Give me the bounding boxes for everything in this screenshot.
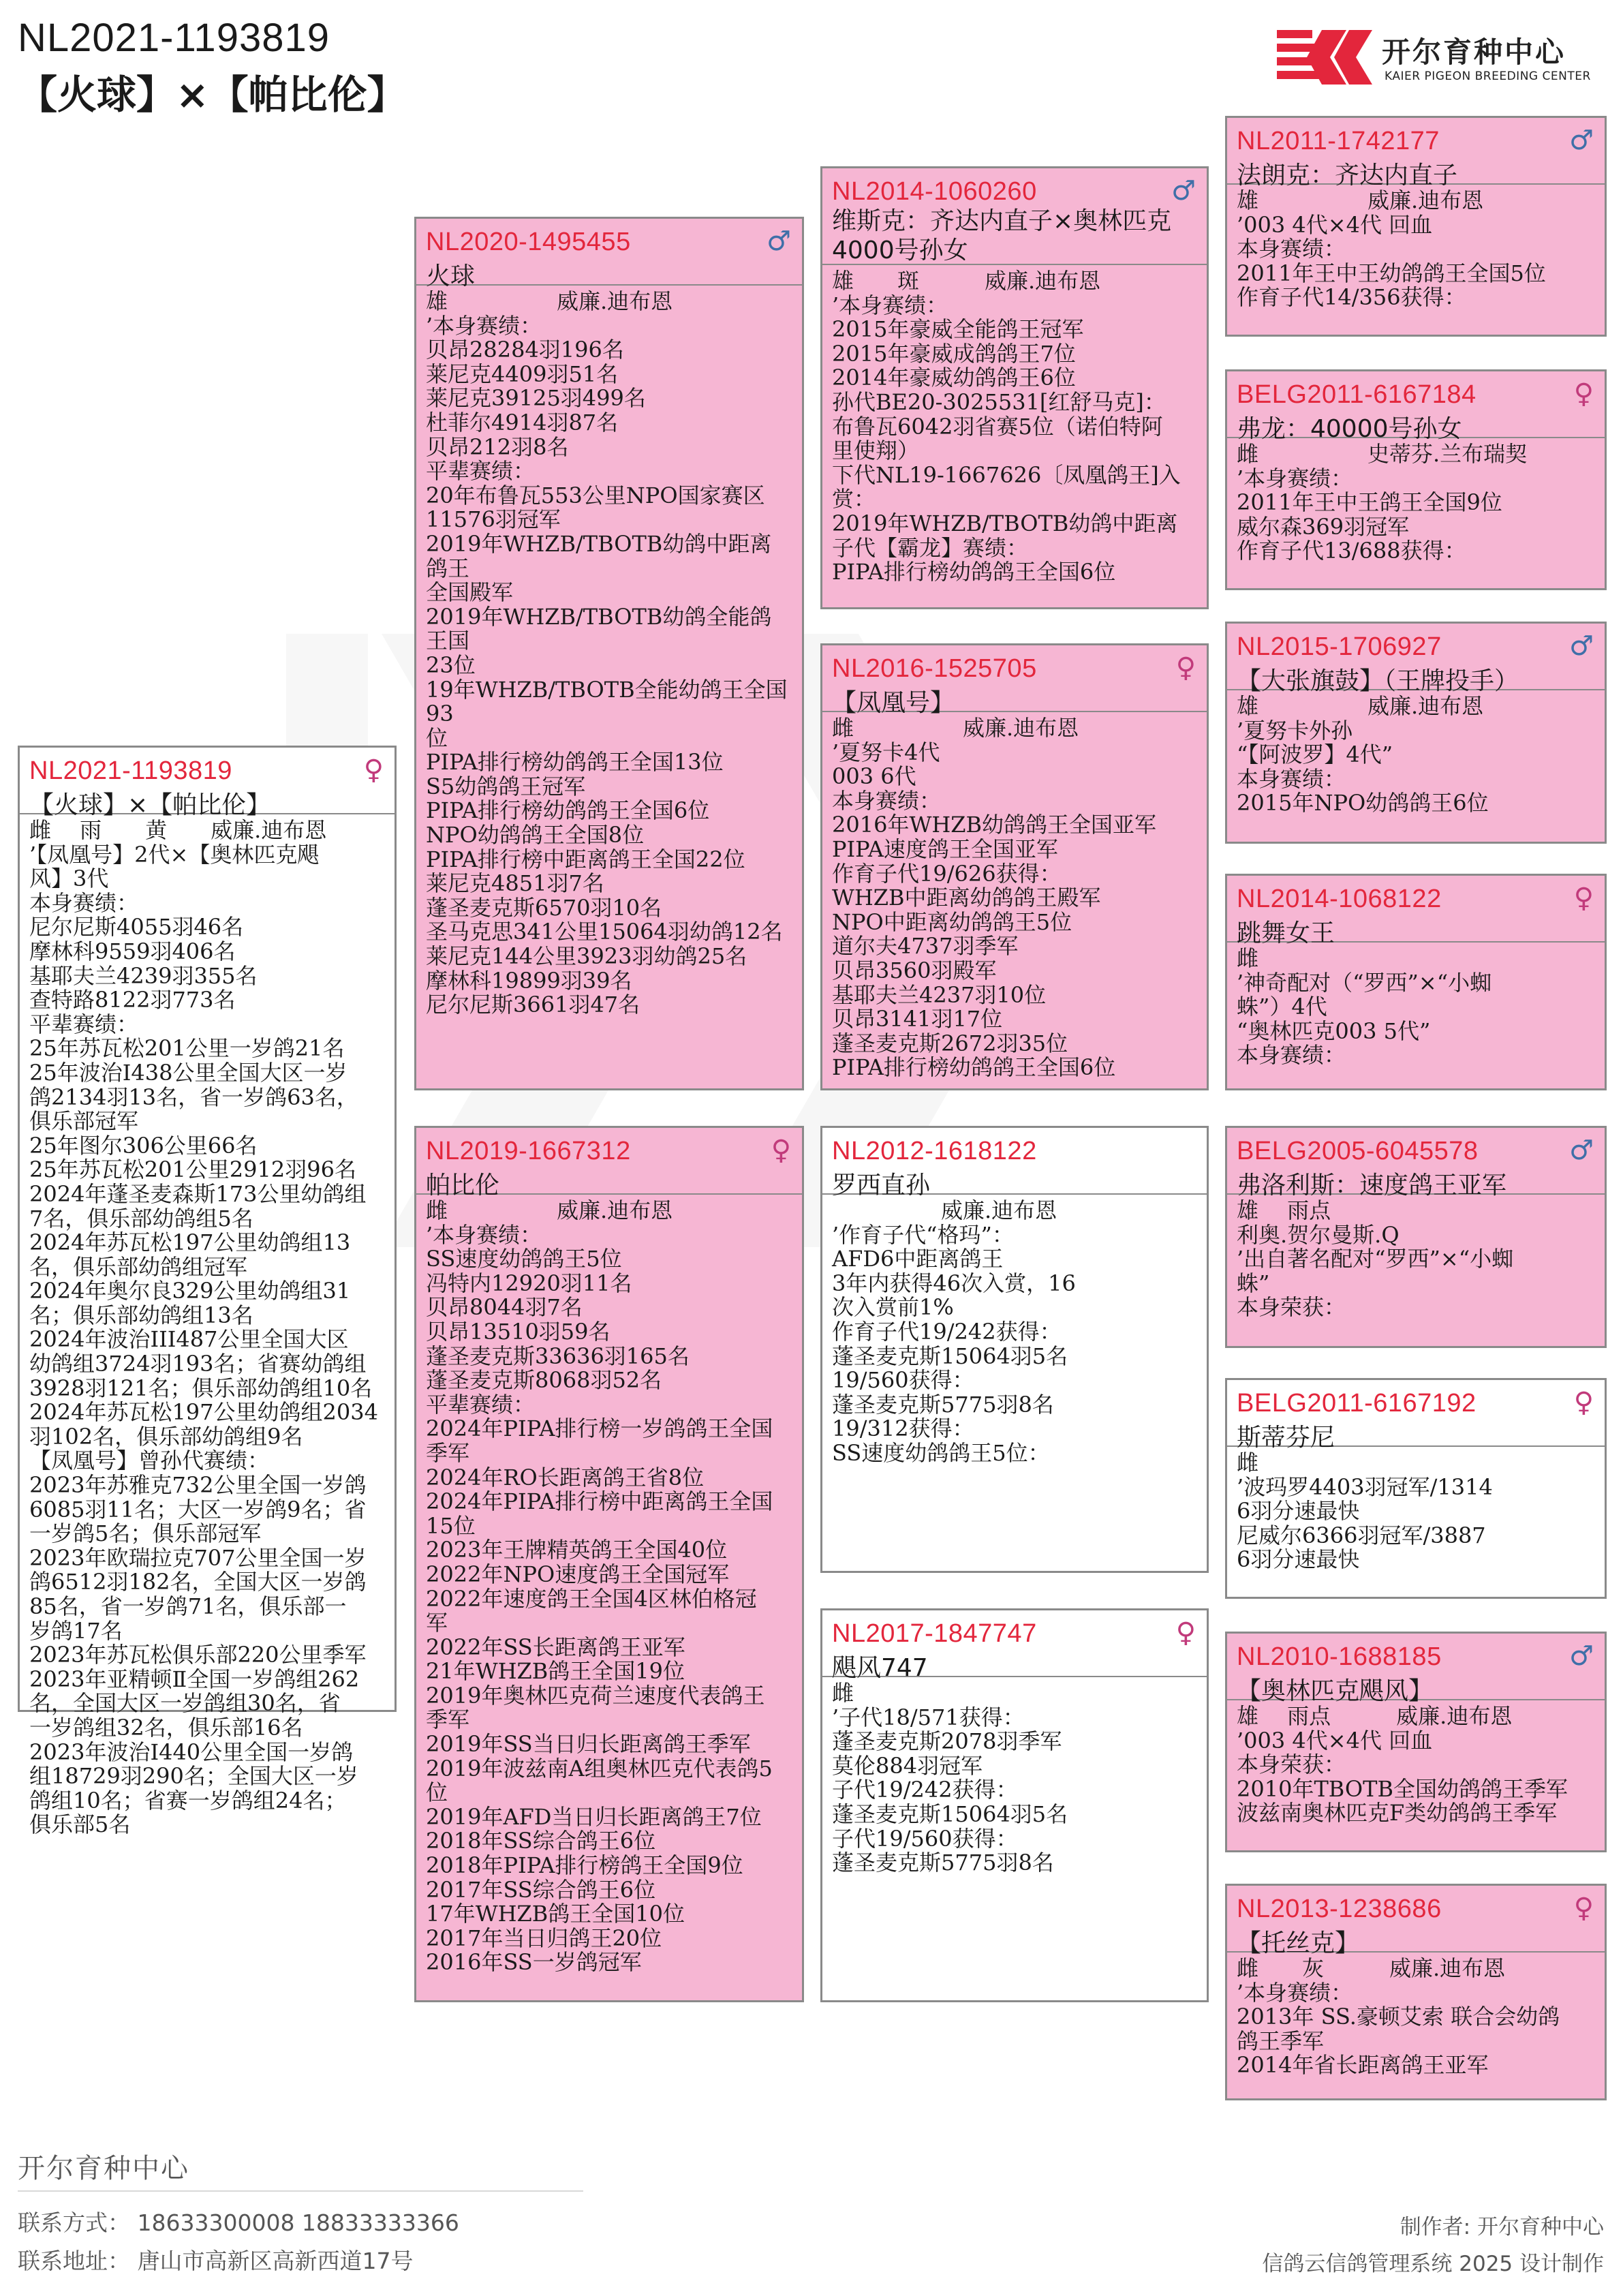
record-line: 2024年PIPA排行榜中距离鸽王全国 — [426, 1488, 773, 1515]
female-icon: ♀ — [771, 1135, 791, 1166]
record-line: 贝昂3560羽殿军 — [832, 957, 997, 983]
record-line: ’003 4代×4代 回血 — [1237, 211, 1433, 238]
record-line: 2019年WHZB/TBOTB幼鸽全能鸽王国 — [426, 603, 772, 654]
record-line: ’夏努卡4代 — [832, 739, 940, 765]
record-line: 莱尼克4851羽7名 — [426, 870, 604, 897]
card-header — [416, 219, 802, 290]
pigeon-name: 【凤凰号】 — [832, 689, 955, 717]
record-line: 2018年PIPA排行榜鸽王全国9位 — [426, 1852, 743, 1879]
record-line: 2011年王中王幼鸽鸽王全国5位 — [1237, 260, 1546, 286]
record-line: 雌 史蒂芬.兰布瑞契 — [1237, 441, 1528, 467]
record-line: NPO中距离幼鸽鸽王5位 — [832, 908, 1072, 935]
record-line: 尼尔尼斯3661羽47名 — [426, 992, 640, 1018]
male-icon: ♂ — [1569, 630, 1594, 662]
record-line: 摩林科9559羽406名 — [29, 938, 236, 964]
card-sire — [414, 217, 804, 1090]
record-line: 本身赛绩： — [29, 889, 139, 916]
record-line: 本身荣获： — [1237, 1751, 1346, 1778]
pigeon-record — [20, 814, 395, 1838]
record-line: 威尔森369羽冠军 — [1237, 513, 1410, 540]
record-line: 雌 — [832, 1680, 854, 1706]
record-line: 2017年SS综合鸽王6位 — [426, 1876, 656, 1903]
record-line: 003 6代 — [832, 763, 916, 790]
record-line: 下代NL19-1667626〔凤凰鸽王]入 — [832, 461, 1181, 488]
card-dam — [414, 1126, 804, 2002]
card-header — [1227, 624, 1605, 695]
record-line: 2019年奥林匹克荷兰速度代表鸽王 — [426, 1682, 765, 1709]
record-line: 本身荣获： — [1237, 1294, 1346, 1321]
record-line: ’本身赛绩： — [1237, 465, 1353, 491]
record-line: 17年WHZB鸽王全国10位 — [426, 1901, 685, 1927]
kaier-logo — [1273, 26, 1600, 89]
record-line: 2013年 SS.豪顿艾索 联合会幼鸽 — [1237, 2004, 1560, 2030]
record-line: 莱尼克4409羽51名 — [426, 361, 619, 387]
record-line: 蓬圣麦克斯33636羽165名 — [426, 1343, 690, 1369]
pigeon-record — [1227, 1195, 1605, 1346]
record-line: 2016年WHZB幼鸽鸽王全国亚军 — [832, 812, 1156, 838]
record-line: 蓬圣麦克斯2672羽35位 — [832, 1030, 1068, 1056]
record-line: 平辈赛绩： — [29, 1011, 139, 1037]
record-line: ’神奇配对（“罗西”×“小蜘 — [1237, 969, 1492, 996]
card-sire-sire-dam — [1225, 369, 1607, 590]
ring-number: NL2010-1688185 — [1237, 1642, 1442, 1671]
pigeon-record — [1227, 1953, 1605, 2098]
record-line: 雌 威廉.迪布恩 — [832, 715, 1079, 741]
card-header — [1227, 118, 1605, 189]
ring-number: NL2014-1068122 — [1237, 885, 1442, 913]
ring-number: BELG2011-6167192 — [1237, 1389, 1477, 1418]
record-line: 2014年豪威幼鸽鸽王6位 — [832, 365, 1076, 391]
record-line: 2024年苏瓦松197公里幼鸽组13 — [29, 1229, 351, 1256]
record-line: 岁鸽17名 — [29, 1617, 123, 1644]
pigeon-name: 罗西直孙 — [832, 1172, 931, 1199]
record-line: 2022年SS长距离鸽王亚军 — [426, 1634, 685, 1660]
male-icon: ♂ — [1569, 1135, 1594, 1166]
record-line: 鸽6512羽182名，全国大区一岁鸽 — [29, 1569, 367, 1595]
card-sire-sire-sire — [1225, 116, 1607, 337]
ring-number: BELG2005-6045578 — [1237, 1137, 1479, 1165]
record-line: ’子代18/571获得： — [832, 1704, 1025, 1730]
record-line: 基耶夫兰4239羽355名 — [29, 962, 258, 989]
record-line: 2016年SS一岁鸽冠军 — [426, 1949, 642, 1976]
ring-number: NL2012-1618122 — [832, 1137, 1037, 1165]
record-line: 军 — [426, 1610, 448, 1636]
record-line: 2011年王中王鸽王全国9位 — [1237, 489, 1502, 516]
record-line: 6羽分速最快 — [1237, 1546, 1360, 1573]
record-line: 20年布鲁瓦553公里NPO国家赛区 — [426, 482, 765, 508]
record-line: 雌 — [1237, 1450, 1259, 1475]
card-header — [20, 748, 395, 819]
card-sire-sire — [820, 166, 1209, 609]
record-line: SS速度幼鸽鸽王5位： — [832, 1439, 1050, 1466]
card-header — [1227, 1886, 1605, 1957]
record-line: PIPA速度鸽王全国亚军 — [832, 836, 1058, 862]
pedigree-ring-number: NL2021-1193819 — [18, 16, 330, 60]
pigeon-name: 斯蒂芬尼 — [1237, 1424, 1335, 1452]
pigeon-name: 维斯克：齐达内直子×奥林匹克4000号孙女 — [832, 207, 1172, 264]
record-line: 尼尔尼斯4055羽46名 — [29, 914, 244, 940]
card-dam-sire-sire — [1225, 1126, 1607, 1348]
record-line: 2023年苏雅克732公里全国一岁鸽 — [29, 1472, 367, 1499]
record-line: 查特路8122羽773名 — [29, 987, 236, 1013]
card-header — [1227, 1128, 1605, 1199]
record-line: “【阿波罗】4代” — [1237, 741, 1393, 768]
record-line: 孙代BE20-3025531[红舒马克]： — [832, 388, 1166, 415]
pigeon-record — [822, 712, 1207, 1088]
footer-system: 信鸽云信鸽管理系统 2025 设计制作 — [1262, 2252, 1604, 2276]
record-line: 鸽组10名；省赛一岁鸽组24名； — [29, 1787, 347, 1813]
record-line: 雄 威廉.迪布恩 — [1237, 693, 1484, 719]
female-icon: ♀ — [1573, 1893, 1594, 1924]
record-line: 俱乐部冠军 — [29, 1108, 139, 1135]
female-icon: ♀ — [363, 754, 384, 786]
footer-address: 联系地址： 唐山市高新区高新西道17号 — [18, 2248, 414, 2274]
record-line: 名，全国大区一岁鸽组30名，省 — [29, 1690, 341, 1717]
record-line: 鸽王季军 — [1237, 2027, 1325, 2054]
pigeon-record — [822, 265, 1207, 607]
card-dam-sire-dam — [1225, 1378, 1607, 1599]
pigeon-record — [416, 286, 802, 1088]
record-line: 作育子代19/626获得： — [832, 860, 1062, 887]
record-line: 2019年SS当日归长距离鸽王季军 — [426, 1731, 751, 1758]
record-line: 名，俱乐部幼鸽组冠军 — [29, 1253, 248, 1280]
record-line: SS速度幼鸽鸽王5位 — [426, 1246, 622, 1272]
record-line: 2024年蓬圣麦森斯173公里幼鸽组 — [29, 1180, 367, 1207]
pigeon-name: 【火球】×【帕比伦】 — [29, 791, 271, 819]
female-icon: ♀ — [1175, 1617, 1196, 1649]
record-line: 位 — [426, 724, 448, 751]
card-dam-sire — [820, 1126, 1209, 1573]
record-line: 2019年波兹南A组奥林匹克代表鸽5 — [426, 1755, 773, 1781]
ring-number: NL2017-1847747 — [832, 1619, 1037, 1648]
record-line: 2017年当日归鸽王20位 — [426, 1925, 662, 1951]
record-line: 平辈赛绩： — [426, 1391, 536, 1418]
record-line: 25年波治Ⅰ438公里全国大区一岁 — [29, 1059, 347, 1086]
record-line: 子代19/560获得： — [832, 1825, 1018, 1852]
card-header — [822, 168, 1207, 265]
pigeon-record — [822, 1195, 1207, 1571]
ring-number: NL2021-1193819 — [29, 756, 232, 785]
female-icon: ♀ — [1573, 883, 1594, 914]
record-line: 圣马克思341公里15064羽幼鸽12名 — [426, 919, 783, 945]
record-line: 雌 威廉.迪布恩 — [426, 1197, 673, 1223]
record-line: 波兹南奥林匹克F类幼鸽鸽王季军 — [1237, 1800, 1558, 1826]
card-header — [1227, 876, 1605, 947]
record-line: 鸽2134羽13名，省一岁鸽63名， — [29, 1084, 358, 1110]
male-icon: ♂ — [1569, 1640, 1594, 1672]
record-line: 布鲁瓦6042羽省赛5位（诺伯特阿 — [832, 413, 1163, 440]
record-line: 平辈赛绩： — [426, 458, 536, 485]
record-line: PIPA排行榜幼鸽鸽王全国6位 — [832, 1054, 1116, 1081]
record-line: 雄 威廉.迪布恩 — [426, 288, 673, 314]
male-icon: ♂ — [767, 226, 791, 257]
record-line: 贝昂28284羽196名 — [426, 337, 624, 363]
record-line: 25年苏瓦松201公里2912羽96名 — [29, 1157, 356, 1183]
record-line: 2019年WHZB/TBOTB幼鸽中距离鸽王 — [426, 530, 772, 581]
record-line: 19/312获得： — [832, 1415, 974, 1442]
record-line: NPO幼鸽鸽王全国8位 — [426, 822, 645, 848]
record-line: 名；俱乐部幼鸽组13名 — [29, 1302, 253, 1328]
record-line: 2023年亚精顿Ⅱ全国一岁鸽组262 — [29, 1666, 360, 1692]
footer-maker: 制作者: 开尔育种中心 — [1400, 2215, 1604, 2239]
card-dam-dam — [820, 1608, 1209, 2002]
pigeon-name: 【奥林匹克飓风】 — [1237, 1677, 1434, 1705]
record-line: WHZB中距离幼鸽鸽王殿军 — [832, 885, 1101, 911]
record-line: 摩林科19899羽39名 — [426, 967, 632, 994]
record-line: ’本身赛绩： — [1237, 1979, 1353, 2006]
record-line: 季军 — [426, 1439, 470, 1466]
pigeon-name: 帕比伦 — [426, 1172, 500, 1199]
record-line: PIPA排行榜幼鸽鸽王全国6位 — [832, 559, 1116, 585]
record-line: 2023年王牌精英鸽王全国40位 — [426, 1537, 728, 1563]
record-line: 幼鸽组3724羽193名；省赛幼鸽组 — [29, 1351, 367, 1377]
record-line: 本身赛绩： — [1237, 1042, 1346, 1069]
record-line: 次入赏前1% — [832, 1294, 954, 1321]
record-line: 2019年WHZB/TBOTB幼鸽中距离 — [832, 510, 1178, 536]
pigeon-name: 飓风747 — [832, 1654, 928, 1682]
record-line: 2014年省长距离鸽王亚军 — [1237, 2052, 1489, 2079]
logo-text-cn: 开尔育种中心 — [1382, 35, 1566, 69]
record-line: 雌 雨 黄 威廉.迪布恩 — [29, 817, 327, 843]
record-line: 尼威尔6366羽冠军/3887 — [1237, 1522, 1486, 1548]
record-line: 蓬圣麦克斯5775羽8名 — [832, 1391, 1054, 1418]
logo-text-en: KAIER PIGEON BREEDING CENTER — [1385, 70, 1591, 83]
record-line: 俱乐部5名 — [29, 1811, 131, 1838]
record-line: 7名，俱乐部幼鸽组5名 — [29, 1205, 253, 1231]
ring-number: NL2016-1525705 — [832, 654, 1037, 683]
record-line: 作育子代14/356获得： — [1237, 284, 1466, 311]
record-line: 蛛” — [1237, 1270, 1270, 1296]
record-line: 11576羽冠军 — [426, 506, 561, 533]
record-line: 2023年欧瑞拉克707公里全国一岁 — [29, 1544, 367, 1571]
pigeon-record — [1227, 185, 1605, 335]
ring-number: NL2014-1060260 — [832, 177, 1037, 206]
record-line: 6085羽11名；大区一岁鸽9名；省 — [29, 1496, 367, 1522]
record-line: 贝昂212羽8名 — [426, 433, 569, 460]
record-line: PIPA排行榜幼鸽鸽王全国13位 — [426, 749, 724, 776]
record-line: 蓬圣麦克斯15064羽5名 — [832, 1801, 1068, 1827]
female-icon: ♀ — [1573, 378, 1594, 410]
record-line: 2018年SS综合鸽王6位 — [426, 1828, 656, 1854]
record-line: 19/560获得： — [832, 1367, 974, 1394]
pigeon-name: 法朗克：齐达内直子 — [1237, 162, 1458, 189]
pigeon-record — [1227, 438, 1605, 588]
record-line: 本身赛绩： — [1237, 236, 1346, 262]
record-line: 2019年AFD当日归长距离鸽王7位 — [426, 1803, 762, 1830]
record-line: 蓬圣麦克斯5775羽8名 — [832, 1850, 1054, 1876]
card-header — [822, 1610, 1207, 1682]
card-header — [1227, 371, 1605, 443]
footer-divider — [18, 2190, 583, 2192]
pigeon-name: 跳舞女王 — [1237, 919, 1335, 947]
record-line: ’波玛罗4403羽冠军/1314 — [1237, 1473, 1493, 1500]
pigeon-record — [822, 1677, 1207, 2000]
record-line: 一岁鸽组32名，俱乐部16名 — [29, 1714, 303, 1741]
pigeon-name: 火球 — [426, 262, 476, 290]
record-line: 威廉.迪布恩 — [832, 1197, 1057, 1223]
pigeon-record — [1227, 1700, 1605, 1850]
female-icon: ♀ — [1175, 652, 1196, 684]
record-line: ’003 4代×4代 回血 — [1237, 1727, 1433, 1754]
record-line: 贝昂3141羽17位 — [832, 1006, 1003, 1032]
footer-contact: 联系方式： 18633300008 18833333366 — [18, 2209, 459, 2236]
pigeon-record — [1227, 690, 1605, 842]
record-line: 雄 雨点 — [1237, 1197, 1331, 1223]
record-line: 莱尼克39125羽499名 — [426, 385, 646, 412]
record-line: ’作育子代“格玛”： — [832, 1221, 1014, 1248]
record-line: 2024年PIPA排行榜一岁鸽鸽王全国 — [426, 1415, 773, 1442]
record-line: 风】3代 — [29, 866, 109, 892]
record-line: 2022年NPO速度鸽王全国冠军 — [426, 1561, 730, 1587]
record-line: AFD6中距离鸽王 — [832, 1246, 1004, 1272]
record-line: 本身赛绩： — [1237, 765, 1346, 792]
pigeon-record — [1227, 1447, 1605, 1597]
card-dam-dam-sire — [1225, 1632, 1607, 1852]
record-line: PIPA排行榜中距离鸽王全国22位 — [426, 846, 745, 872]
record-line: 2024年波治III487公里全国大区 — [29, 1326, 349, 1353]
record-line: ’本身赛绩： — [832, 292, 948, 318]
record-line: 作育子代13/688获得： — [1237, 538, 1466, 564]
male-icon: ♂ — [1569, 125, 1594, 156]
ring-number: NL2015-1706927 — [1237, 632, 1442, 661]
record-line: 25年图尔306公里66名 — [29, 1132, 258, 1159]
card-subject — [18, 746, 397, 1838]
card-sire-dam-sire — [1225, 622, 1607, 844]
record-line: 雄 斑 威廉.迪布恩 — [832, 268, 1101, 294]
pigeon-name: 【托丝克】 — [1237, 1929, 1360, 1957]
female-icon: ♀ — [1573, 1387, 1594, 1418]
record-line: 25年苏瓦松201公里一岁鸽21名 — [29, 1035, 345, 1062]
card-sire-dam — [820, 643, 1209, 1090]
record-line: 2024年苏瓦松197公里幼鸽组2034 — [29, 1399, 378, 1426]
record-line: 组18729羽290名；全国大区一岁 — [29, 1763, 358, 1790]
record-line: ’本身赛绩： — [426, 312, 542, 339]
record-line: ’本身赛绩： — [426, 1221, 542, 1248]
record-line: ’夏努卡外孙 — [1237, 717, 1353, 744]
record-line: 3年内获得46次入赏，16 — [832, 1270, 1076, 1296]
record-line: 羽102名，俱乐部幼鸽组9名 — [29, 1423, 303, 1450]
record-line: 2024年RO长距离鸽王省8位 — [426, 1464, 705, 1490]
record-line: 3928羽121名；俱乐部幼鸽组10名 — [29, 1375, 373, 1401]
record-line: 子代【霸龙】赛绩： — [832, 534, 1029, 561]
record-line: 蓬圣麦克斯6570羽10名 — [426, 894, 662, 921]
ring-number: NL2013-1238686 — [1237, 1895, 1442, 1923]
record-line: 赏： — [832, 486, 876, 512]
record-line: 2010年TBOTB全国幼鸽鸽王季军 — [1237, 1775, 1568, 1802]
male-icon: ♂ — [1171, 175, 1196, 206]
record-line: 蓬圣麦克斯2078羽季军 — [832, 1728, 1062, 1755]
ring-number: NL2011-1742177 — [1237, 127, 1440, 155]
record-line: 85名，省一岁鸽71名，俱乐部一 — [29, 1593, 347, 1619]
record-line: 2015年豪威成鸽鸽王7位 — [832, 340, 1076, 367]
ring-number: BELG2011-6167184 — [1237, 380, 1477, 409]
pigeon-name: 弗龙：40000号孙女 — [1237, 415, 1462, 443]
ring-number: NL2019-1667312 — [426, 1137, 631, 1165]
record-line: 莱尼克144公里3923羽幼鸽25名 — [426, 943, 747, 970]
record-line: 蓬圣麦克斯15064羽5名 — [832, 1343, 1068, 1369]
record-line: 利奥.贺尔曼斯.Q — [1237, 1221, 1400, 1248]
record-line: 雌 灰 威廉.迪布恩 — [1237, 1955, 1506, 1981]
record-line: 19年WHZB/TBOTB全能幼鸽王全国93 — [426, 676, 788, 727]
record-line: 2023年苏瓦松俱乐部220公里季军 — [29, 1642, 367, 1668]
record-line: 蛛”）4代 — [1237, 994, 1327, 1020]
record-line: 15位 — [426, 1512, 476, 1539]
record-line: 21年WHZB鸽王全国19位 — [426, 1658, 685, 1685]
record-line: 莫伦884羽冠军 — [832, 1752, 983, 1779]
record-line: 作育子代19/242获得： — [832, 1318, 1062, 1345]
record-line: 贝昂13510羽59名 — [426, 1318, 610, 1345]
record-line: 道尔夫4737羽季军 — [832, 933, 1019, 960]
record-line: 蓬圣麦克斯8068羽52名 — [426, 1367, 662, 1394]
card-header — [822, 1128, 1207, 1199]
card-header — [1227, 1380, 1605, 1452]
record-line: 雌 — [1237, 945, 1259, 971]
pigeon-name: 【大张旗鼓】（王牌投手） — [1237, 667, 1519, 695]
record-line: 雄 雨点 威廉.迪布恩 — [1237, 1703, 1513, 1729]
record-line: 本身赛绩： — [832, 787, 942, 814]
record-line: 位 — [426, 1779, 448, 1806]
card-header — [822, 645, 1207, 717]
record-line: 季军 — [426, 1706, 470, 1733]
pigeon-name: 弗洛利斯：速度鸽王亚军 — [1237, 1172, 1507, 1199]
record-line: 一岁鸽5名；俱乐部冠军 — [29, 1520, 262, 1547]
record-line: 【凤凰号】曾孙代赛绩： — [29, 1448, 270, 1474]
ring-number: NL2020-1495455 — [426, 228, 631, 256]
record-line: 子代19/242获得： — [832, 1777, 1018, 1803]
record-line: 2015年豪威全能鸽王冠军 — [832, 316, 1084, 343]
record-line: ’出自著名配对“罗西”×“小蜘 — [1237, 1246, 1514, 1272]
record-line: 2023年波治Ⅰ440公里全国一岁鸽 — [29, 1739, 354, 1765]
record-line: 全国殿军 — [426, 579, 514, 606]
card-sire-dam-dam — [1225, 874, 1607, 1090]
record-line: 里使翔） — [832, 438, 920, 464]
record-line: ’【凤凰号】2代×【奥林匹克飓 — [29, 841, 320, 868]
record-line: 贝昂8044羽7名 — [426, 1294, 583, 1321]
card-dam-dam-dam — [1225, 1884, 1607, 2100]
pedigree-pairing-title: 【火球】×【帕比伦】 — [18, 72, 407, 118]
record-line: 基耶夫兰4237羽10位 — [832, 981, 1047, 1008]
record-line: 杜菲尔4914羽87名 — [426, 409, 619, 435]
record-line: 6羽分速最快 — [1237, 1498, 1360, 1525]
record-line: 雄 威廉.迪布恩 — [1237, 187, 1484, 213]
pigeon-record — [1227, 943, 1605, 1088]
record-line: 2022年速度鸽王全国4区林伯格冠 — [426, 1585, 757, 1612]
pigeon-record — [416, 1195, 802, 2000]
record-line: 2024年奥尔良329公里幼鸽组31 — [29, 1278, 351, 1304]
card-header — [1227, 1634, 1605, 1705]
record-line: 23位 — [426, 652, 476, 678]
record-line: S5幼鸽鸽王冠军 — [426, 773, 586, 799]
record-line: “奥林匹克003 5代” — [1237, 1017, 1431, 1044]
kaier-logo-icon — [1273, 26, 1375, 89]
card-header — [416, 1128, 802, 1199]
record-line: 冯特内12920羽11名 — [426, 1270, 632, 1296]
record-line: 2015年NPO幼鸽鸽王6位 — [1237, 790, 1489, 816]
footer-title: 开尔育种中心 — [18, 2153, 189, 2184]
record-line: PIPA排行榜幼鸽鸽王全国6位 — [426, 797, 710, 824]
